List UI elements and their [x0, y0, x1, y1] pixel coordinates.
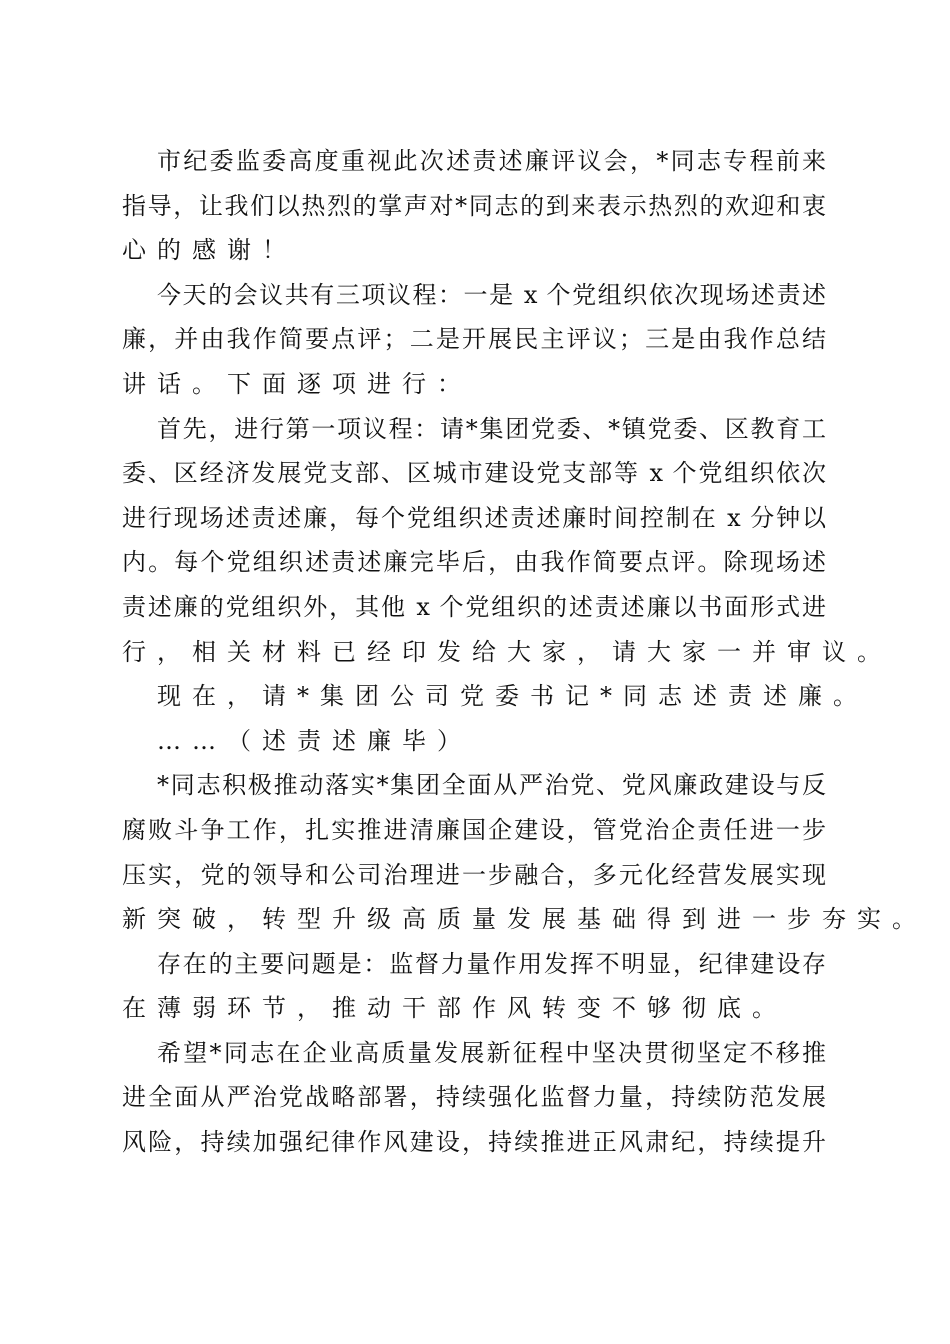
- text-line: 希望*同志在企业高质量发展新征程中坚决贯彻坚定不移推: [157, 1038, 826, 1067]
- paragraph: [122, 719, 826, 764]
- text-line: 进全面从严治党战略部署，持续强化监督力量，持续防范发展: [122, 1083, 826, 1112]
- text-line: 进行现场述责述廉，每个党组织述责述廉时间控制在 x 分钟以: [122, 503, 826, 532]
- text-line: *同志积极推动落实*集团全面从严治党、党风廉政建设与反: [157, 771, 826, 800]
- paragraph: [122, 139, 826, 273]
- text-line: 存在的主要问题是：监督力量作用发挥不明显，纪律建设存: [157, 949, 826, 978]
- text-line: 新突破，转型升级高质量发展基础得到进一步夯实。: [122, 905, 927, 934]
- text-line: 廉，并由我作简要点评；二是开展民主评议；三是由我作总结: [122, 325, 826, 354]
- text-line: 压实，党的领导和公司治理进一步融合，多元化经营发展实现: [122, 860, 826, 889]
- text-line: 指导，让我们以热烈的掌声对*同志的到来表示热烈的欢迎和衷: [122, 191, 826, 220]
- text-line: 现在，请*集团公司党委书记*同志述责述廉。: [157, 682, 868, 711]
- text-line: 行，相关材料已经印发给大家，请大家一并审议。: [122, 637, 892, 666]
- paragraph: [122, 674, 868, 719]
- text-line: 市纪委监委高度重视此次述责述廉评议会，*同志专程前来: [157, 147, 826, 175]
- text-line: 今天的会议共有三项议程：一是 x 个党组织依次现场述责述: [157, 280, 826, 309]
- text-line: 内。每个党组织述责述廉完毕后，由我作简要点评。除现场述: [122, 548, 826, 577]
- paragraph: [122, 1031, 826, 1165]
- paragraph: [122, 407, 892, 675]
- text-line: 责述廉的党组织外，其他 x 个党组织的述责述廉以书面形式进: [122, 592, 826, 621]
- text-line: ……（述责述廉毕）: [157, 726, 472, 755]
- text-line: 讲话。下面逐项进行：: [122, 369, 472, 398]
- text-line: 在薄弱环节，推动干部作风转变不够彻底。: [122, 994, 787, 1023]
- paragraph: [122, 942, 826, 1031]
- paragraph: [122, 273, 826, 407]
- text-line: 心的感谢！: [122, 236, 297, 265]
- text-line: 首先，进行第一项议程：请*集团党委、*镇党委、区教育工: [157, 414, 826, 443]
- text-line: 腐败斗争工作，扎实推进清廉国企建设，管党治企责任进一步: [122, 815, 826, 844]
- paragraph: [122, 763, 927, 941]
- text-line: 委、区经济发展党支部、区城市建设党支部等 x 个党组织依次: [122, 459, 826, 488]
- text-line: 风险，持续加强纪律作风建设，持续推进正风肃纪，持续提升: [122, 1128, 826, 1157]
- document-body: [122, 139, 927, 1165]
